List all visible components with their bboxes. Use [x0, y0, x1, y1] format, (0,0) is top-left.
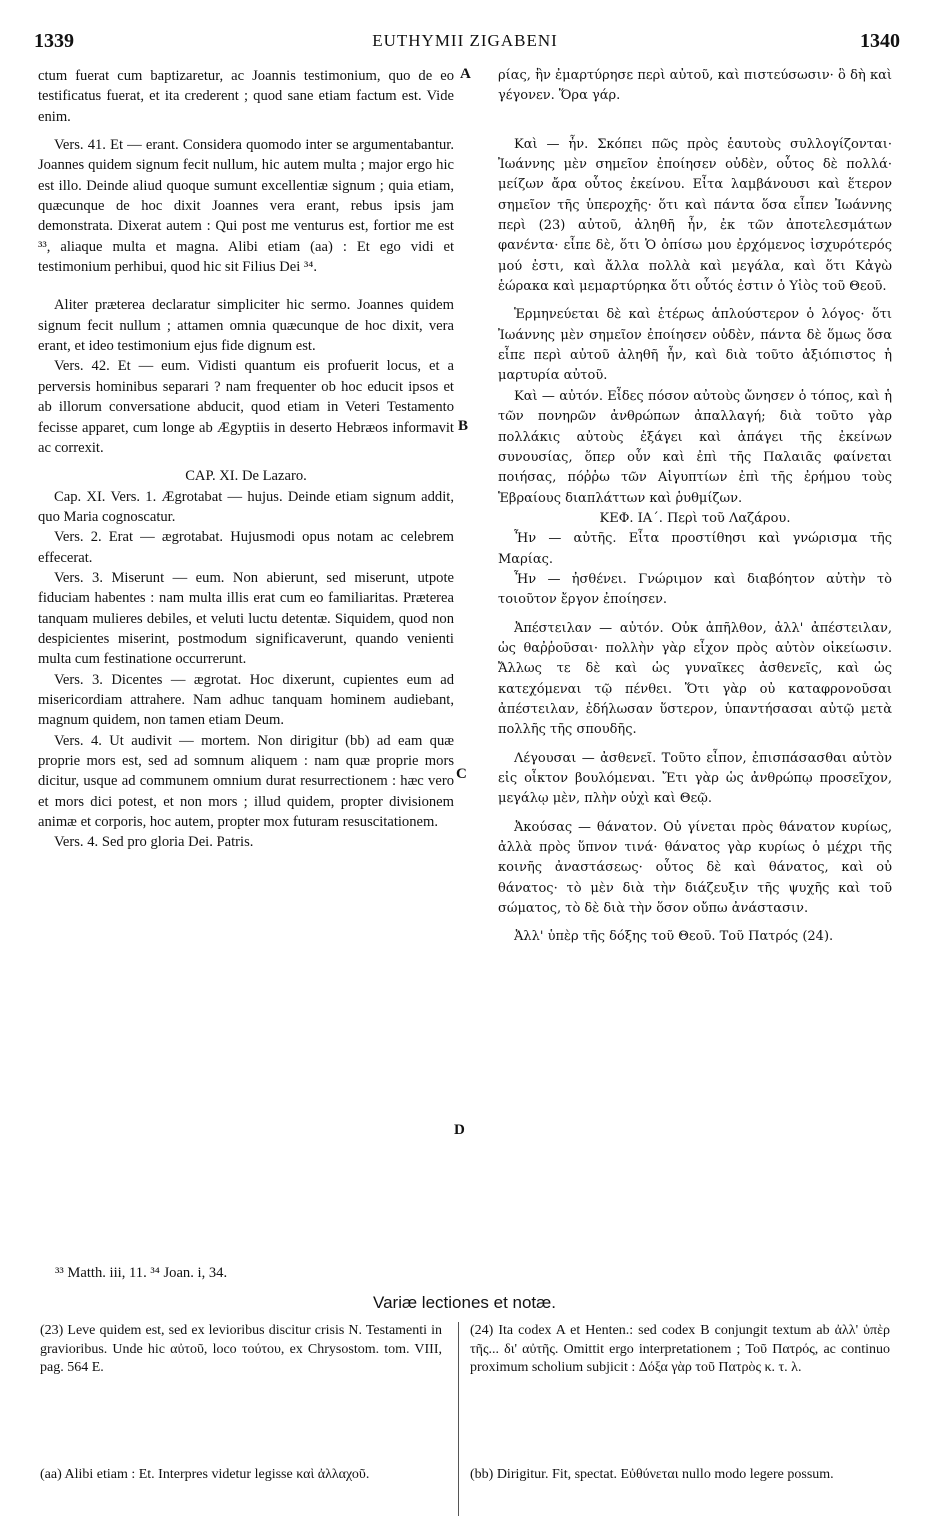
- latin-paragraph: Vers. 4. Ut audivit — mortem. Non dirigitur (bb) ad eam quæ proprie mors est, sed ad somnum aliquem : nam quæ proprie mors dicitur, usque ad communem omnium durat resurrectionem : hæc vero et mors dici potest, et non mors ; illud quidem, propter divisionem animæ et corporis, hoc autem, propter mox futuram resuscitationem.: [38, 732, 454, 831]
- greek-paragraph: Λέγουσαι — ἀσθενεῖ. Τοῦτο εἶπον, ἐπισπάσασθαι αὐτὸν εἰς οἶκτον βουλόμεναι. Ἔτι γὰρ ὡς ἀνθρώπῳ προσεῖχον, μεγάλῳ μὲν, πλὴν οὐχὶ καὶ Θεῷ.: [498, 750, 892, 807]
- running-header: [30, 30, 900, 58]
- margin-letter-b: B: [458, 418, 469, 434]
- greek-paragraph: Καὶ — ἦν. Σκόπει πῶς πρὸς ἑαυτοὺς συλλογίζονται· Ἰωάννης μὲν σημεῖον ἐποίησεν οὐδὲν, οὗτος δὲ πολλά· μείζων ἄρα οὗτος ἐκείνου. Εἶτα λαμβάνουσι καὶ ἕτερον σημεῖον τῆς ὑπεροχῆς· ὅτι καὶ πάντα ὅσα εἶπεν Ἰωάννης περὶ (23) αὐτοῦ, ἀληθῆ ἦν, ἐκ τῶν ἀποτελεσμάτων φανέντα· εἶπε δὲ, ὅτι Ὁ ὀπίσω μου ἐρχόμενος ἰσχυρότερός μού ἐστι, καὶ ἄλλα πολλὰ καὶ μεγάλα, καὶ ὅτι Κἀγὼ ἑώρακα καὶ μεμαρτύρηκα ὅτι οὗτός ἐστιν ὁ Υἱὸς τοῦ Θεοῦ.: [498, 136, 892, 295]
- greek-paragraph: Ἀλλ' ὑπὲρ τῆς δόξης τοῦ Θεοῦ. Τοῦ Πατρός (24).: [514, 929, 834, 945]
- greek-paragraph: Ἦν — ἠσθένει. Γνώριμον καὶ διαβόητον αὐτὴν τὸ τοιοῦτον ἔργον ἐποίησεν.: [498, 571, 892, 608]
- greek-column: [498, 66, 892, 948]
- latin-column: [38, 66, 454, 853]
- greek-paragraph: ρίας, ἣν ἐμαρτύρησε περὶ αὐτοῦ, καὶ πιστεύσωσιν· ὃ δὴ καὶ γέγονεν. Ὅρα γάρ.: [498, 68, 892, 104]
- latin-paragraph: Aliter præterea declaratur simpliciter hic sermo. Joannes quidem signum fecit nullum ; attamen omnia quæcunque de hoc dixit, vera erant, et ideo testimonium ejus fide dignum est.: [38, 297, 454, 355]
- margin-letter-d: D: [454, 1122, 465, 1138]
- latin-paragraph: Vers. 3. Miserunt — eum. Non abierunt, sed miserunt, utpote fiduciam habentes : nam multa illis erat cum eo familiaritas. Præterea tanquam mulieres debiles, et veluti luctu detentæ. Siquidem, quod non despicientes miserint, postmodum significaverunt, quando venienti multa cum festinatione occurrerunt.: [38, 569, 454, 668]
- chapter-heading: CAP. XI. De Lazaro.: [185, 468, 307, 485]
- greek-paragraph: Ἑρμηνεύεται δὲ καὶ ἑτέρως ἁπλούστερον ὁ λόγος· ὅτι Ἰωάννης μὲν σημεῖον ἐποίησεν οὐδὲν, πάντα δὲ ὅμως ὅσα εἶπε περὶ αὐτοῦ ἀληθῆ ἦν, καὶ διὰ τοῦτο ἀξιόπιστος ἡ μαρτυρία αὐτοῦ.: [498, 307, 892, 384]
- margin-letter-a: A: [460, 66, 471, 82]
- translator-note-aa: (aa) Alibi etiam : Et. Interpres videtur legisse καὶ ἀλλαχοῦ.: [40, 1467, 370, 1482]
- variae-note-24: (24) Ita codex A et Henten.: sed codex B conjungit textum ab ἀλλ' ὑπὲρ τῆς... δι' αὐτῆς. Omittit ergo interpretationem ; Τοῦ Πατρός, ac continuo proximum scholium subjicit : Δόξα γὰρ τοῦ Πατρὸς κ. τ. λ.: [470, 1323, 890, 1375]
- greek-paragraph: Ἀκούσας — θάνατον. Οὐ γίνεται πρὸς θάνατον κυρίως, ἀλλὰ πρὸς ὕπνον τινά· θάνατος γὰρ κυρίως ὁ μέχρι τῆς κοινῆς ἀναστάσεως· οὗτος δὲ καὶ θάνατος, καὶ οὐ θάνατος· τὸ μὲν διὰ τὴν διάζευξιν τῆς ψυχῆς καὶ τοῦ σώματος, τὸ δὲ διὰ τὴν ὅσον οὔπω ἀνάστασιν.: [498, 819, 892, 917]
- latin-paragraph: Vers. 4. Sed pro gloria Dei. Patris.: [54, 834, 254, 851]
- page-number-left: 1339: [34, 30, 74, 52]
- latin-paragraph: Vers. 42. Et — eum. Vidisti quantum eis profuerit locus, et a perversis hominibus separari ? nam frequenter ob hoc educit ipsos et ab illorum conversatione abducit, quod etiam in Veteri Testamento fecisse apparet, cum longe ab Ægyptiis in deserto Hebræos informavit ac correxit.: [38, 358, 454, 456]
- column-divider: [458, 1322, 459, 1482]
- variae-heading: Variæ lectiones et notæ.: [373, 1293, 556, 1312]
- latin-paragraph: Vers. 41. Et — erant. Considera quomodo inter se argumentabantur. Joannes quidem signum fecit nullum, hic autem multa ; major ergo hic est illo. Deinde aliud quoque sumunt excellentiæ signum ; quia etiam, quæcunque de hoc dixit Joannes vera erant, rebus ipsis jam demonstrata. Dixerat autem : Qui post me venturus est, fortior me est ³³, aliaque multa et magna. Alibi etiam (aa) : Et ego vidi et testimonium perhibui, quod hic sit Filius Dei ³⁴.: [38, 137, 454, 276]
- greek-paragraph: Ἦν — αὐτῆς. Εἶτα προστίθησι καὶ γνώρισμα τῆς Μαρίας.: [498, 531, 892, 567]
- running-title: EUTHYMII ZIGABENI: [372, 31, 558, 50]
- translator-note-bb: (bb) Dirigitur. Fit, spectat. Εὐθύνεται nullo modo legere possum.: [470, 1467, 834, 1482]
- page-number-right: 1340: [860, 30, 900, 52]
- greek-paragraph: Καὶ — αὐτόν. Εἶδες πόσον αὐτοὺς ὤνησεν ὁ τόπος, καὶ ἡ τῶν πονηρῶν ἀνθρώπων ἀπαλλαγή; διὰ τοῦτο γὰρ πολλάκις αὐτοὺς ἐξάγει καὶ ἀπάγει τῆς ἐκείνων συνουσίας, ὅπερ οὖν καὶ ἐπὶ τῆς Παλαιᾶς φαίνεται ποιήσας, πόῤῥω τῶν Αἰγυπτίων ἐπὶ τῆς ἐρήμου τοὺς Ἑβραίους διαπλάττων καὶ ῥυθμίζων.: [498, 388, 892, 506]
- latin-paragraph: ctum fuerat cum baptizaretur, ac Joannis testimonium, quo de eo testificatus fuerat, et ita crederent ; quod sane etiam factum est. Vide enim.: [38, 68, 454, 125]
- greek-paragraph: Ἀπέστειλαν — αὐτόν. Οὐκ ἀπῆλθον, ἀλλ' ἀπέστειλαν, ὡς θαῤῥοῦσαι· πολλὴν γὰρ εἶχον πρὸς αὐτὸν οἰκείωσιν. Ἄλλως τε δὲ καὶ ὡς γυναῖκες ἀσθενεῖς, καὶ ὡς κατεχόμεναι τῷ πένθει. Ὅτι γὰρ οὐ καταφρονοῦσαι ἀπέστειλαν, ἐδήλωσαν ὕστερον, ὑπαντήσασαι αὐτῷ μετὰ πολλῆς τῆς σπουδῆς.: [498, 620, 892, 738]
- chapter-heading-greek: ΚΕΦ. ΙΑ΄. Περὶ τοῦ Λαζάρου.: [599, 510, 791, 526]
- latin-paragraph: Vers. 3. Dicentes — ægrotat. Hoc dixerunt, cupientes eum ad misericordiam attrahere. Nam adhuc tanquam hominem audiebant, magnum quidem, non tamen etiam Deum.: [38, 671, 454, 729]
- latin-paragraph: Cap. XI. Vers. 1. Ægrotabat — hujus. Deinde etiam signum addit, quo Maria cognoscatur.: [38, 488, 454, 525]
- variae-note-23: (23) Leve quidem est, sed ex levioribus discitur crisis N. Testamenti in gravioribus. Unde hic αὐτοῦ, loco τούτου, ex Chrysostom. tom. VIII, pag. 564 E.: [40, 1323, 442, 1375]
- latin-paragraph: Vers. 2. Erat — ægrotabat. Hujusmodi opus notam ac celebrem effecerat.: [38, 529, 454, 566]
- scripture-footnotes: ³³ Matth. iii, 11. ³⁴ Joan. i, 34.: [55, 1265, 228, 1281]
- margin-letter-c: C: [456, 766, 467, 782]
- column-divider: [458, 1466, 459, 1516]
